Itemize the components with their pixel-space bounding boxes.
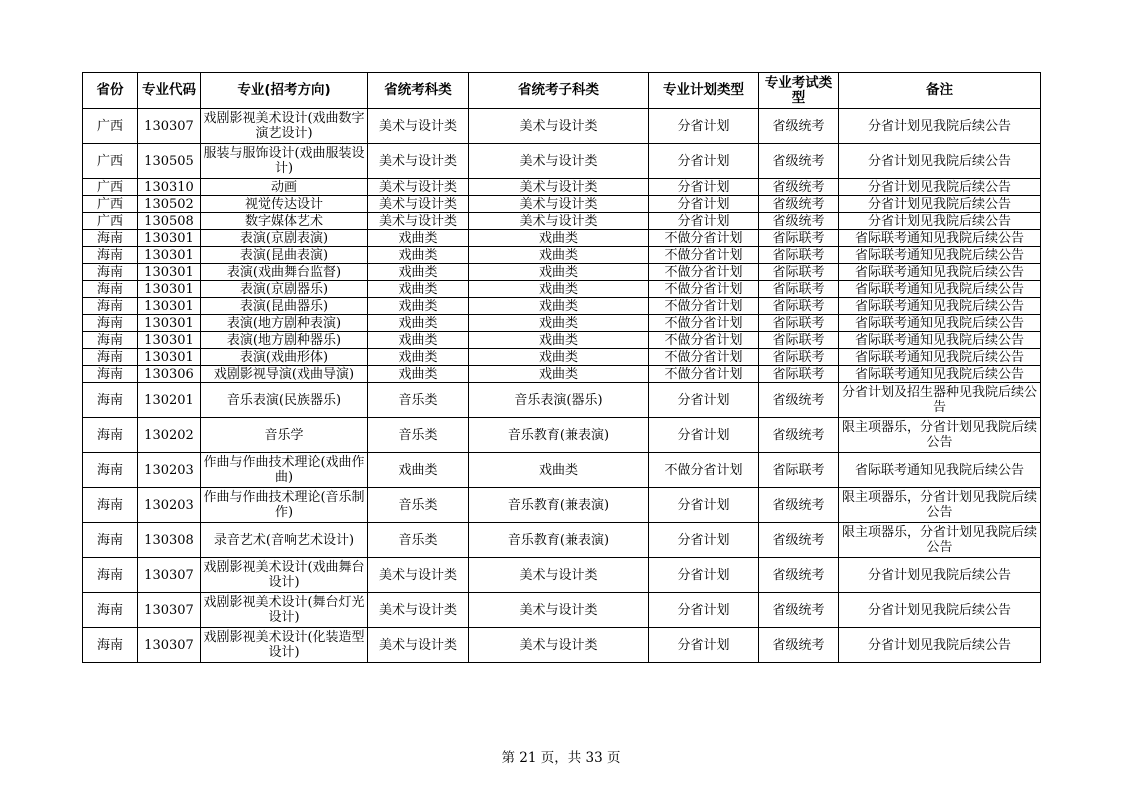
cell-exam-category: 戏曲类 bbox=[368, 230, 469, 247]
table-row bbox=[83, 523, 1041, 558]
cell-major-code: 130301 bbox=[138, 264, 201, 281]
cell-plan-type: 不做分省计划 bbox=[649, 264, 759, 281]
cell-exam-subcategory: 戏曲类 bbox=[469, 264, 649, 281]
cell-major: 表演(地方剧种表演) bbox=[201, 315, 368, 332]
cell-exam-subcategory: 音乐教育(兼表演) bbox=[469, 523, 649, 558]
cell-province: 海南 bbox=[83, 230, 138, 247]
cell-notes: 省际联考通知见我院后续公告 bbox=[839, 332, 1041, 349]
cell-province: 广西 bbox=[83, 196, 138, 213]
cell-exam-type: 省级统考 bbox=[759, 628, 839, 663]
table-row bbox=[83, 230, 1041, 247]
cell-province: 海南 bbox=[83, 281, 138, 298]
cell-exam-type: 省际联考 bbox=[759, 366, 839, 383]
cell-major: 表演(戏曲形体) bbox=[201, 349, 368, 366]
table-row bbox=[83, 366, 1041, 383]
table-row bbox=[83, 179, 1041, 196]
cell-exam-type: 省际联考 bbox=[759, 315, 839, 332]
cell-notes: 分省计划见我院后续公告 bbox=[839, 213, 1041, 230]
cell-province: 海南 bbox=[83, 488, 138, 523]
cell-exam-category: 戏曲类 bbox=[368, 264, 469, 281]
cell-major-code: 130307 bbox=[138, 628, 201, 663]
table-row bbox=[83, 558, 1041, 593]
cell-exam-subcategory: 戏曲类 bbox=[469, 230, 649, 247]
cell-exam-type: 省级统考 bbox=[759, 523, 839, 558]
table-row bbox=[83, 264, 1041, 281]
cell-notes: 限主项器乐，分省计划见我院后续公告 bbox=[839, 418, 1041, 453]
header-major: 专业(招考方向) bbox=[201, 73, 368, 109]
cell-province: 广西 bbox=[83, 179, 138, 196]
cell-exam-category: 美术与设计类 bbox=[368, 213, 469, 230]
cell-major: 动画 bbox=[201, 179, 368, 196]
cell-major: 表演(京剧器乐) bbox=[201, 281, 368, 298]
cell-notes: 省际联考通知见我院后续公告 bbox=[839, 230, 1041, 247]
cell-exam-type: 省级统考 bbox=[759, 144, 839, 179]
cell-province: 海南 bbox=[83, 453, 138, 488]
cell-province: 海南 bbox=[83, 298, 138, 315]
cell-exam-subcategory: 美术与设计类 bbox=[469, 144, 649, 179]
cell-exam-type: 省级统考 bbox=[759, 558, 839, 593]
cell-exam-category: 戏曲类 bbox=[368, 281, 469, 298]
cell-province: 海南 bbox=[83, 315, 138, 332]
cell-notes: 省际联考通知见我院后续公告 bbox=[839, 247, 1041, 264]
cell-province: 海南 bbox=[83, 366, 138, 383]
cell-exam-type: 省际联考 bbox=[759, 332, 839, 349]
cell-plan-type: 不做分省计划 bbox=[649, 453, 759, 488]
cell-notes: 限主项器乐，分省计划见我院后续公告 bbox=[839, 488, 1041, 523]
cell-major: 戏剧影视美术设计(戏曲数字演艺设计) bbox=[201, 109, 368, 144]
cell-exam-category: 美术与设计类 bbox=[368, 196, 469, 213]
cell-exam-type: 省级统考 bbox=[759, 383, 839, 418]
cell-major: 表演(昆曲器乐) bbox=[201, 298, 368, 315]
cell-exam-category: 美术与设计类 bbox=[368, 593, 469, 628]
table-row bbox=[83, 213, 1041, 230]
header-plan-type: 专业计划类型 bbox=[649, 73, 759, 109]
cell-notes: 分省计划见我院后续公告 bbox=[839, 628, 1041, 663]
cell-plan-type: 不做分省计划 bbox=[649, 315, 759, 332]
table-row bbox=[83, 349, 1041, 366]
cell-major: 表演(戏曲舞台监督) bbox=[201, 264, 368, 281]
cell-exam-subcategory: 美术与设计类 bbox=[469, 213, 649, 230]
cell-major: 表演(京剧表演) bbox=[201, 230, 368, 247]
cell-exam-type: 省际联考 bbox=[759, 264, 839, 281]
cell-notes: 分省计划见我院后续公告 bbox=[839, 144, 1041, 179]
cell-plan-type: 不做分省计划 bbox=[649, 281, 759, 298]
cell-notes: 省际联考通知见我院后续公告 bbox=[839, 298, 1041, 315]
header-province: 省份 bbox=[83, 73, 138, 109]
cell-exam-type: 省际联考 bbox=[759, 349, 839, 366]
cell-exam-subcategory: 美术与设计类 bbox=[469, 628, 649, 663]
table-row bbox=[83, 593, 1041, 628]
table-row bbox=[83, 298, 1041, 315]
cell-major-code: 130203 bbox=[138, 453, 201, 488]
cell-plan-type: 分省计划 bbox=[649, 179, 759, 196]
cell-exam-category: 戏曲类 bbox=[368, 366, 469, 383]
cell-exam-category: 戏曲类 bbox=[368, 453, 469, 488]
cell-exam-type: 省级统考 bbox=[759, 213, 839, 230]
cell-exam-category: 戏曲类 bbox=[368, 332, 469, 349]
cell-plan-type: 分省计划 bbox=[649, 523, 759, 558]
table-row bbox=[83, 383, 1041, 418]
cell-exam-type: 省际联考 bbox=[759, 247, 839, 264]
enrollment-table bbox=[82, 72, 1041, 663]
cell-exam-category: 戏曲类 bbox=[368, 298, 469, 315]
table-row bbox=[83, 332, 1041, 349]
header-exam-subcategory: 省统考子科类 bbox=[469, 73, 649, 109]
table-row bbox=[83, 281, 1041, 298]
cell-plan-type: 不做分省计划 bbox=[649, 332, 759, 349]
cell-exam-category: 戏曲类 bbox=[368, 247, 469, 264]
header-exam-category: 省统考科类 bbox=[368, 73, 469, 109]
cell-exam-subcategory: 戏曲类 bbox=[469, 298, 649, 315]
cell-exam-subcategory: 戏曲类 bbox=[469, 453, 649, 488]
cell-exam-subcategory: 音乐教育(兼表演) bbox=[469, 418, 649, 453]
cell-exam-type: 省级统考 bbox=[759, 593, 839, 628]
cell-notes: 分省计划见我院后续公告 bbox=[839, 593, 1041, 628]
cell-exam-type: 省际联考 bbox=[759, 453, 839, 488]
cell-major-code: 130310 bbox=[138, 179, 201, 196]
cell-major-code: 130505 bbox=[138, 144, 201, 179]
cell-exam-category: 音乐类 bbox=[368, 523, 469, 558]
table-row bbox=[83, 196, 1041, 213]
cell-major: 表演(地方剧种器乐) bbox=[201, 332, 368, 349]
cell-notes: 省际联考通知见我院后续公告 bbox=[839, 264, 1041, 281]
cell-notes: 分省计划见我院后续公告 bbox=[839, 558, 1041, 593]
cell-exam-subcategory: 美术与设计类 bbox=[469, 179, 649, 196]
cell-exam-subcategory: 音乐教育(兼表演) bbox=[469, 488, 649, 523]
cell-notes: 省际联考通知见我院后续公告 bbox=[839, 315, 1041, 332]
cell-major-code: 130301 bbox=[138, 298, 201, 315]
cell-plan-type: 分省计划 bbox=[649, 109, 759, 144]
cell-province: 广西 bbox=[83, 213, 138, 230]
cell-major-code: 130301 bbox=[138, 315, 201, 332]
cell-province: 广西 bbox=[83, 144, 138, 179]
cell-plan-type: 分省计划 bbox=[649, 593, 759, 628]
cell-plan-type: 不做分省计划 bbox=[649, 230, 759, 247]
table-row bbox=[83, 109, 1041, 144]
cell-province: 海南 bbox=[83, 264, 138, 281]
cell-notes: 分省计划及招生器种见我院后续公告 bbox=[839, 383, 1041, 418]
cell-notes: 分省计划见我院后续公告 bbox=[839, 109, 1041, 144]
cell-exam-category: 美术与设计类 bbox=[368, 144, 469, 179]
cell-province: 海南 bbox=[83, 593, 138, 628]
cell-exam-type: 省级统考 bbox=[759, 109, 839, 144]
page-number: 第 21 页，共 33 页 bbox=[501, 750, 621, 766]
cell-plan-type: 分省计划 bbox=[649, 628, 759, 663]
cell-major-code: 130308 bbox=[138, 523, 201, 558]
cell-province: 海南 bbox=[83, 558, 138, 593]
cell-plan-type: 不做分省计划 bbox=[649, 366, 759, 383]
cell-exam-subcategory: 戏曲类 bbox=[469, 366, 649, 383]
cell-plan-type: 分省计划 bbox=[649, 383, 759, 418]
cell-major: 服装与服饰设计(戏曲服装设计) bbox=[201, 144, 368, 179]
cell-major: 作曲与作曲技术理论(音乐制作) bbox=[201, 488, 368, 523]
cell-exam-subcategory: 戏曲类 bbox=[469, 315, 649, 332]
cell-exam-category: 戏曲类 bbox=[368, 315, 469, 332]
cell-major-code: 130301 bbox=[138, 247, 201, 264]
cell-notes: 分省计划见我院后续公告 bbox=[839, 196, 1041, 213]
cell-exam-subcategory: 戏曲类 bbox=[469, 349, 649, 366]
cell-province: 海南 bbox=[83, 523, 138, 558]
cell-exam-subcategory: 美术与设计类 bbox=[469, 558, 649, 593]
cell-exam-category: 音乐类 bbox=[368, 418, 469, 453]
cell-major: 戏剧影视美术设计(戏曲舞台设计) bbox=[201, 558, 368, 593]
cell-major: 音乐学 bbox=[201, 418, 368, 453]
table-row bbox=[83, 144, 1041, 179]
cell-province: 海南 bbox=[83, 383, 138, 418]
cell-exam-category: 戏曲类 bbox=[368, 349, 469, 366]
cell-exam-category: 美术与设计类 bbox=[368, 109, 469, 144]
cell-major: 音乐表演(民族器乐) bbox=[201, 383, 368, 418]
cell-major-code: 130306 bbox=[138, 366, 201, 383]
cell-exam-subcategory: 戏曲类 bbox=[469, 281, 649, 298]
cell-major-code: 130201 bbox=[138, 383, 201, 418]
cell-major-code: 130301 bbox=[138, 281, 201, 298]
cell-plan-type: 分省计划 bbox=[649, 488, 759, 523]
table-row bbox=[83, 453, 1041, 488]
cell-notes: 省际联考通知见我院后续公告 bbox=[839, 453, 1041, 488]
cell-plan-type: 分省计划 bbox=[649, 213, 759, 230]
cell-notes: 省际联考通知见我院后续公告 bbox=[839, 281, 1041, 298]
cell-plan-type: 分省计划 bbox=[649, 196, 759, 213]
cell-exam-category: 美术与设计类 bbox=[368, 558, 469, 593]
cell-exam-type: 省际联考 bbox=[759, 230, 839, 247]
cell-exam-type: 省级统考 bbox=[759, 196, 839, 213]
table-row bbox=[83, 628, 1041, 663]
cell-notes: 省际联考通知见我院后续公告 bbox=[839, 366, 1041, 383]
cell-major: 视觉传达设计 bbox=[201, 196, 368, 213]
cell-major-code: 130307 bbox=[138, 558, 201, 593]
cell-plan-type: 分省计划 bbox=[649, 558, 759, 593]
cell-major-code: 130301 bbox=[138, 332, 201, 349]
table-row bbox=[83, 418, 1041, 453]
header-major-code: 专业代码 bbox=[138, 73, 201, 109]
cell-exam-type: 省级统考 bbox=[759, 418, 839, 453]
cell-exam-subcategory: 戏曲类 bbox=[469, 247, 649, 264]
cell-exam-subcategory: 戏曲类 bbox=[469, 332, 649, 349]
cell-exam-category: 音乐类 bbox=[368, 488, 469, 523]
cell-major-code: 130202 bbox=[138, 418, 201, 453]
cell-major: 戏剧影视导演(戏曲导演) bbox=[201, 366, 368, 383]
cell-plan-type: 不做分省计划 bbox=[649, 247, 759, 264]
cell-major-code: 130301 bbox=[138, 230, 201, 247]
cell-exam-type: 省级统考 bbox=[759, 488, 839, 523]
cell-exam-subcategory: 美术与设计类 bbox=[469, 593, 649, 628]
cell-major: 戏剧影视美术设计(化装造型设计) bbox=[201, 628, 368, 663]
cell-plan-type: 分省计划 bbox=[649, 144, 759, 179]
header-notes: 备注 bbox=[839, 73, 1041, 109]
cell-province: 海南 bbox=[83, 418, 138, 453]
cell-exam-subcategory: 美术与设计类 bbox=[469, 196, 649, 213]
cell-exam-type: 省际联考 bbox=[759, 281, 839, 298]
cell-province: 海南 bbox=[83, 349, 138, 366]
cell-major-code: 130203 bbox=[138, 488, 201, 523]
table-header-row bbox=[83, 73, 1041, 109]
cell-exam-category: 音乐类 bbox=[368, 383, 469, 418]
cell-province: 海南 bbox=[83, 332, 138, 349]
cell-province: 广西 bbox=[83, 109, 138, 144]
cell-notes: 省际联考通知见我院后续公告 bbox=[839, 349, 1041, 366]
cell-major: 录音艺术(音响艺术设计) bbox=[201, 523, 368, 558]
cell-province: 海南 bbox=[83, 247, 138, 264]
cell-exam-category: 美术与设计类 bbox=[368, 628, 469, 663]
cell-exam-category: 美术与设计类 bbox=[368, 179, 469, 196]
cell-major: 作曲与作曲技术理论(戏曲作曲) bbox=[201, 453, 368, 488]
cell-major: 表演(昆曲表演) bbox=[201, 247, 368, 264]
cell-exam-subcategory: 美术与设计类 bbox=[469, 109, 649, 144]
cell-plan-type: 不做分省计划 bbox=[649, 349, 759, 366]
cell-major-code: 130508 bbox=[138, 213, 201, 230]
cell-notes: 分省计划见我院后续公告 bbox=[839, 179, 1041, 196]
table-body bbox=[83, 109, 1041, 663]
cell-major: 戏剧影视美术设计(舞台灯光设计) bbox=[201, 593, 368, 628]
cell-major-code: 130502 bbox=[138, 196, 201, 213]
table-row bbox=[83, 247, 1041, 264]
cell-major-code: 130307 bbox=[138, 109, 201, 144]
cell-major-code: 130301 bbox=[138, 349, 201, 366]
cell-province: 海南 bbox=[83, 628, 138, 663]
table-row bbox=[83, 488, 1041, 523]
cell-exam-type: 省际联考 bbox=[759, 298, 839, 315]
cell-notes: 限主项器乐，分省计划见我院后续公告 bbox=[839, 523, 1041, 558]
cell-major: 数字媒体艺术 bbox=[201, 213, 368, 230]
cell-exam-subcategory: 音乐表演(器乐) bbox=[469, 383, 649, 418]
table-row bbox=[83, 315, 1041, 332]
cell-plan-type: 不做分省计划 bbox=[649, 298, 759, 315]
cell-exam-type: 省级统考 bbox=[759, 179, 839, 196]
cell-plan-type: 分省计划 bbox=[649, 418, 759, 453]
header-exam-type: 专业考试类型 bbox=[759, 73, 839, 109]
cell-major-code: 130307 bbox=[138, 593, 201, 628]
